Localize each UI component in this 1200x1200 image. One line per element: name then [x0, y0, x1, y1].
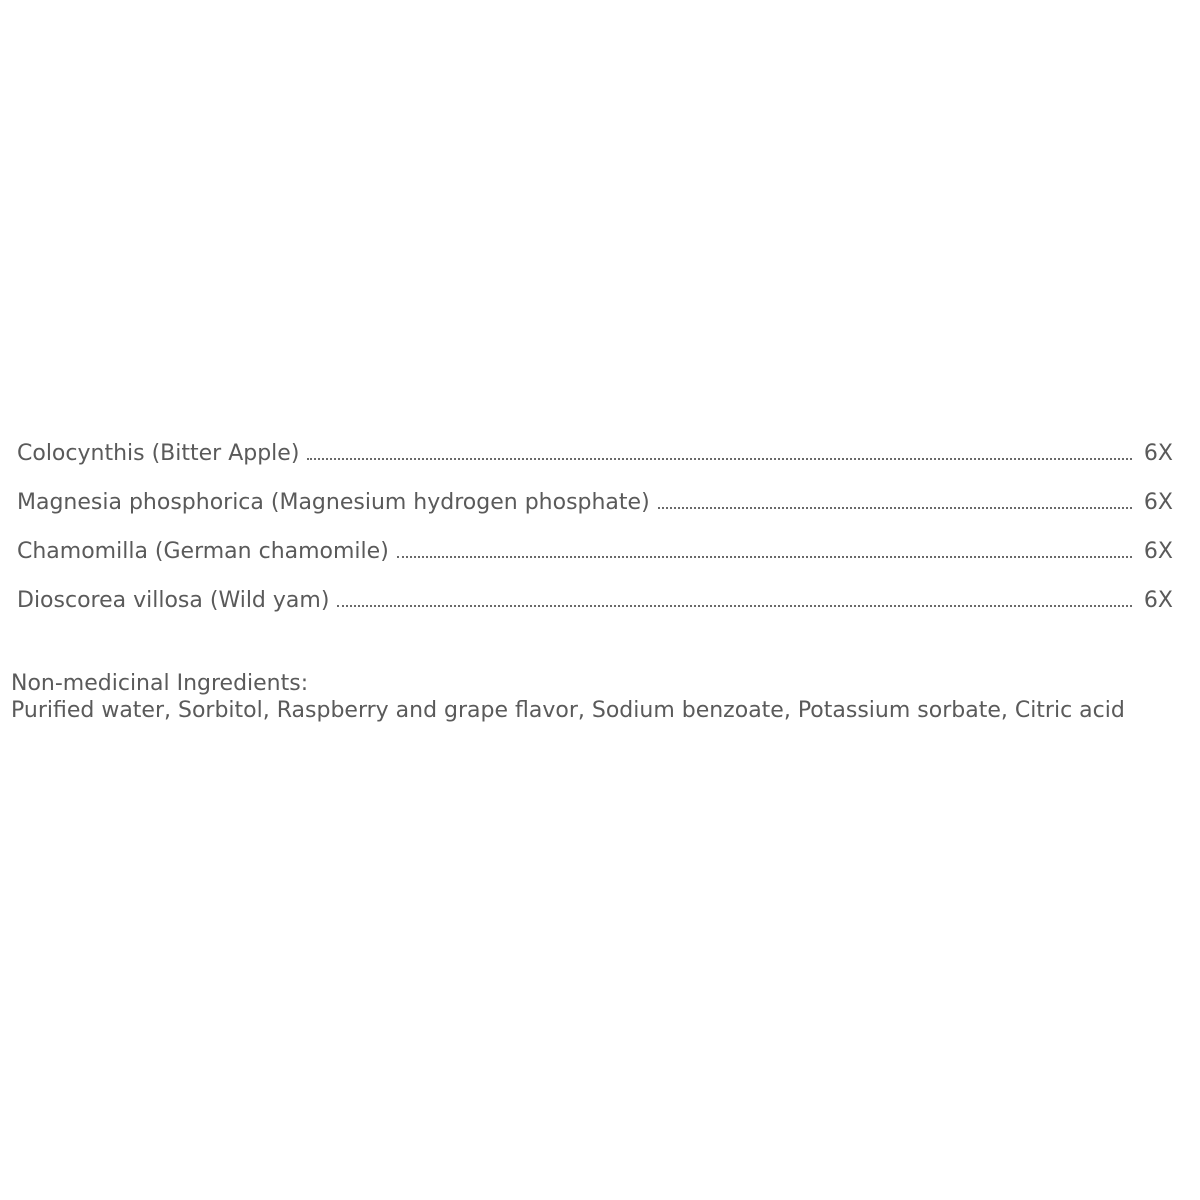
ingredient-row: [17, 434, 1173, 474]
ingredient-row: [17, 483, 1173, 523]
ingredient-potency: 6X: [1143, 588, 1173, 613]
ingredient-name: Magnesia phosphorica (Magnesium hydrogen phosphate): [17, 490, 650, 515]
ingredient-row: [17, 581, 1173, 621]
dot-leader: [397, 555, 1132, 558]
dot-leader: [658, 506, 1132, 509]
ingredient-potency: 6X: [1143, 441, 1173, 466]
medicinal-ingredients-list: [17, 434, 1173, 630]
dot-leader: [337, 604, 1132, 607]
non-medicinal-section: [11, 670, 1191, 724]
ingredient-potency: 6X: [1143, 539, 1173, 564]
ingredient-name: Colocynthis (Bitter Apple): [17, 441, 300, 466]
dot-leader: [307, 457, 1132, 460]
non-medicinal-list: Purified water, Sorbitol, Raspberry and grape flavor, Sodium benzoate, Potassium sorbate, Citric acid: [11, 698, 1125, 723]
ingredient-row: [17, 532, 1173, 572]
ingredient-name: Dioscorea villosa (Wild yam): [17, 588, 330, 613]
ingredient-potency: 6X: [1143, 490, 1173, 515]
non-medicinal-heading: Non-medicinal Ingredients:: [11, 671, 309, 696]
ingredient-name: Chamomilla (German chamomile): [17, 539, 389, 564]
